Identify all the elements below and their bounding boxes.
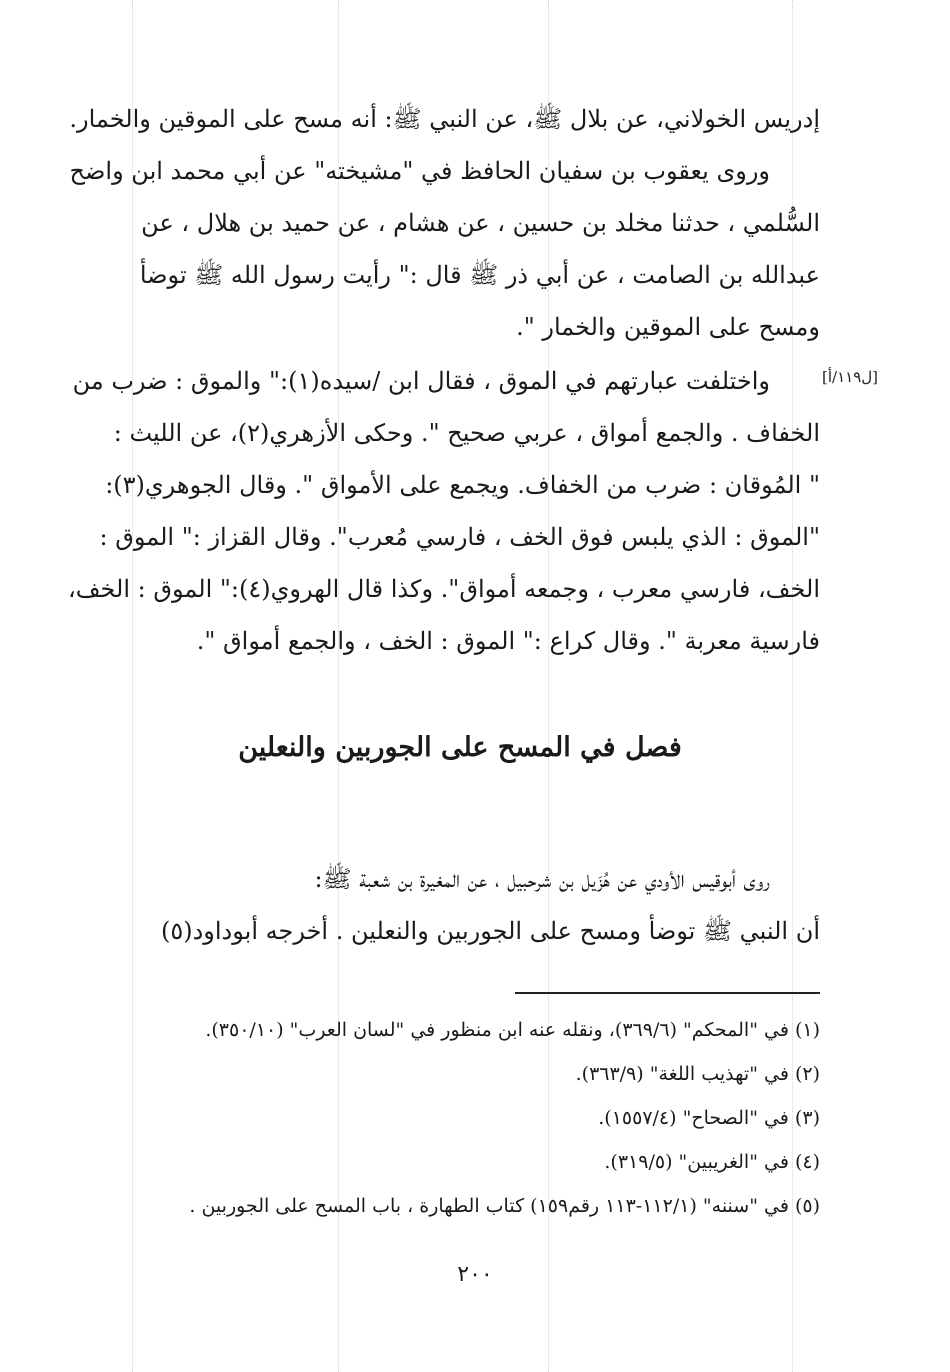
text-line: الخفاف . والجمع أمواق ، عربي صحيح ". وحكى الأزهري(٢)، عن الليث : [113, 419, 820, 447]
text-line: " المُوقان : ضرب من الخفاف. ويجمع على الأمواق ". وقال الجوهري(٣): [105, 471, 820, 499]
section-heading: فصل في المسح على الجوربين والنعلين [238, 732, 682, 763]
footnote: (١) في "المحكم" (٣٦٩/٦)، ونقله عنه ابن منظور في "لسان العرب" (٣٥٠/١٠). [205, 1019, 820, 1041]
text-line: الخف، فارسي معرب ، وجمعه أمواق". وكذا قال الهروي(٤):" الموق : الخف، [67, 575, 820, 603]
footnote: (٢) في "تهذيب اللغة" (٣٦٣/٩). [575, 1063, 820, 1085]
text-line: ومسح على الموقين والخمار ". [516, 313, 820, 341]
paragraph-3 [100, 853, 820, 957]
text-line: "الموق : الذي يلبس فوق الخف ، فارسي مُعرب". وقال القزاز :" الموق : [99, 523, 820, 551]
footnote: (٥) في "سننه" (١١٢/١-١١٣ رقم١٥٩) كتاب الطهارة ، باب المسح على الجوربين . [189, 1195, 820, 1217]
paragraph-2 [67, 355, 820, 667]
text-line: إدريس الخولاني، عن بلال ﷺ، عن النبي ﷺ: أنه مسح على الموقين والخمار. [69, 105, 820, 133]
text-line: أن النبي ﷺ توضأ ومسح على الجوربين والنعلين . أخرجه أبوداود(٥) [160, 917, 820, 945]
footnote: (٤) في "الغريبين" (٣١٩/٥). [604, 1151, 820, 1173]
text-line: وروى يعقوب بن سفيان الحافظ في "مشيخته" عن أبي محمد ابن واضح [69, 157, 770, 185]
text-line: واختلفت عبارتهم في الموق ، فقال ابن /سيده(١):" والموق : ضرب من [72, 367, 770, 395]
footnote: (٣) في "الصحاح" (١٥٥٧/٤). [598, 1107, 820, 1129]
text-line: فارسية معربة ". وقال كراع :" الموق : الخف ، والجمع أمواق ". [196, 627, 820, 655]
footnote-separator [515, 992, 820, 994]
text-line: السُّلمي ، حدثنا مخلد بن حسين ، عن هشام ، عن حميد بن هلال ، عن [141, 209, 820, 237]
text-line: عبدالله بن الصامت ، عن أبي ذر ﷺ قال :" رأيت رسول الله ﷺ توضأ [139, 261, 820, 289]
manuscript-folio-note: [ل١١٩/أ] [822, 368, 879, 386]
page-number: ٢٠٠ [457, 1262, 493, 1287]
footnotes [120, 1008, 820, 1228]
paragraph-1 [69, 93, 820, 353]
text-line: روى أبوقيس الأودي عن هُزَيل بن شرحبيل ، عن المغيرة بن شعبة ﷺ: [314, 865, 770, 893]
